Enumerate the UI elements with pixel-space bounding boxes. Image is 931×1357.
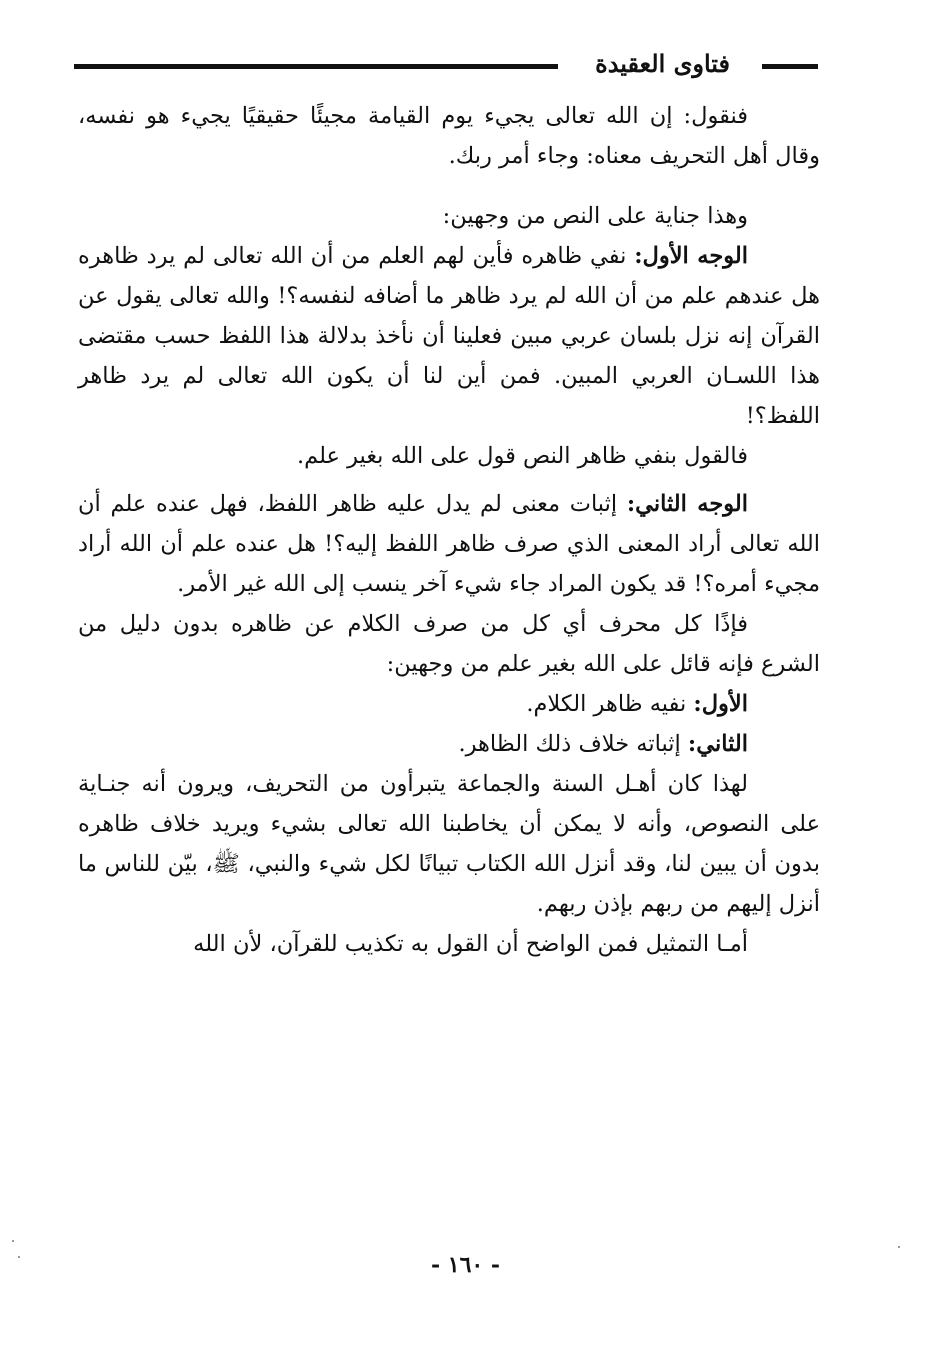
paragraph: [78, 96, 820, 176]
paragraph-lead: الثاني:: [687, 731, 748, 757]
paragraph: [78, 924, 820, 964]
page-body: [78, 96, 820, 964]
paragraph-text: نفيه ظاهر الكلام.: [526, 691, 687, 717]
paragraph-text: نفي ظاهره فأين لهم العلم من أن الله تعالى لم يرد ظاهره هل عندهم علم من أن الله لم يرد ظاهر ما أضافه لنفسه؟! والله تعالى يقول عن القرآن إنه نزل بلسان عربي مبين فعلينا أن نأخذ بدلالة هذا اللفظ حسب مقتضى هذا اللسـان العربي المبين. فمن أين لنا أن يكون الله تعالى لم يرد ظاهر اللفظ؟!: [78, 243, 820, 429]
paragraph-text: إثباته خلاف ذلك الظاهر.: [458, 731, 681, 757]
paragraph: [78, 604, 820, 684]
paragraph: [78, 436, 820, 476]
paragraph-text: فإذًا كل محرف أي كل من صرف الكلام عن ظاهره بدون دليل من الشرع فإنه قائل على الله بغير علم من وجهين:: [78, 611, 820, 677]
paragraph-text: وهذا جناية على النص من وجهين:: [442, 203, 748, 229]
header-rule-short: [762, 64, 818, 69]
paragraph-text: أمـا التمثيل فمن الواضح أن القول به تكذيب للقرآن، لأن الله: [193, 931, 748, 957]
paragraph: [78, 684, 820, 724]
paragraph-text: فنقول: إن الله تعالى يجيء يوم القيامة مجيئًا حقيقيًا يجيء هو نفسه، وقال أهل التحريف معناه: وجاء أمر ربك.: [78, 103, 820, 169]
page-number: - ١٦٠ -: [430, 1252, 501, 1278]
header-title: فتاوى العقيدة: [595, 49, 730, 78]
scan-speck: [898, 1246, 900, 1248]
paragraph-text: فالقول بنفي ظاهر النص قول على الله بغير علم.: [296, 443, 748, 469]
paragraph-lead: الوجه الأول:: [634, 243, 749, 269]
paragraph-lead: الأول:: [693, 691, 748, 717]
paragraph: [78, 484, 820, 604]
scan-speck: [18, 1256, 20, 1258]
paragraph: [78, 764, 820, 924]
scan-speck: [12, 1240, 14, 1242]
paragraph: [78, 196, 820, 236]
paragraph: [78, 236, 820, 436]
paragraph-lead: الوجه الثاني:: [626, 491, 748, 517]
running-header: [74, 44, 818, 84]
paragraph: [78, 724, 820, 764]
header-rule-long: [74, 64, 558, 69]
paragraph-text: لهذا كان أهـل السنة والجماعة يتبرأون من التحريف، ويرون أنه جنـاية على النصوص، وأنه لا يمكن أن يخاطبنا الله تعالى بشيء ويريد خلاف ظاهره بدون أن يبين لنا، وقد أنزل الله الكتاب تبيانًا لكل شيء والنبي، ﷺ، بيّن للناس ما أنزل إليهم من ربهم بإذن ربهم.: [78, 771, 821, 917]
paragraph-text: إثبات معنى لم يدل عليه ظاهر اللفظ، فهل عنده علم أن الله تعالى أراد المعنى الذي صرف ظاهر اللفظ إليه؟! هل عنده علم أن الله أراد مجيء أمره؟! قد يكون المراد جاء شيء آخر ينسب إلى الله غير الأمر.: [78, 491, 820, 597]
